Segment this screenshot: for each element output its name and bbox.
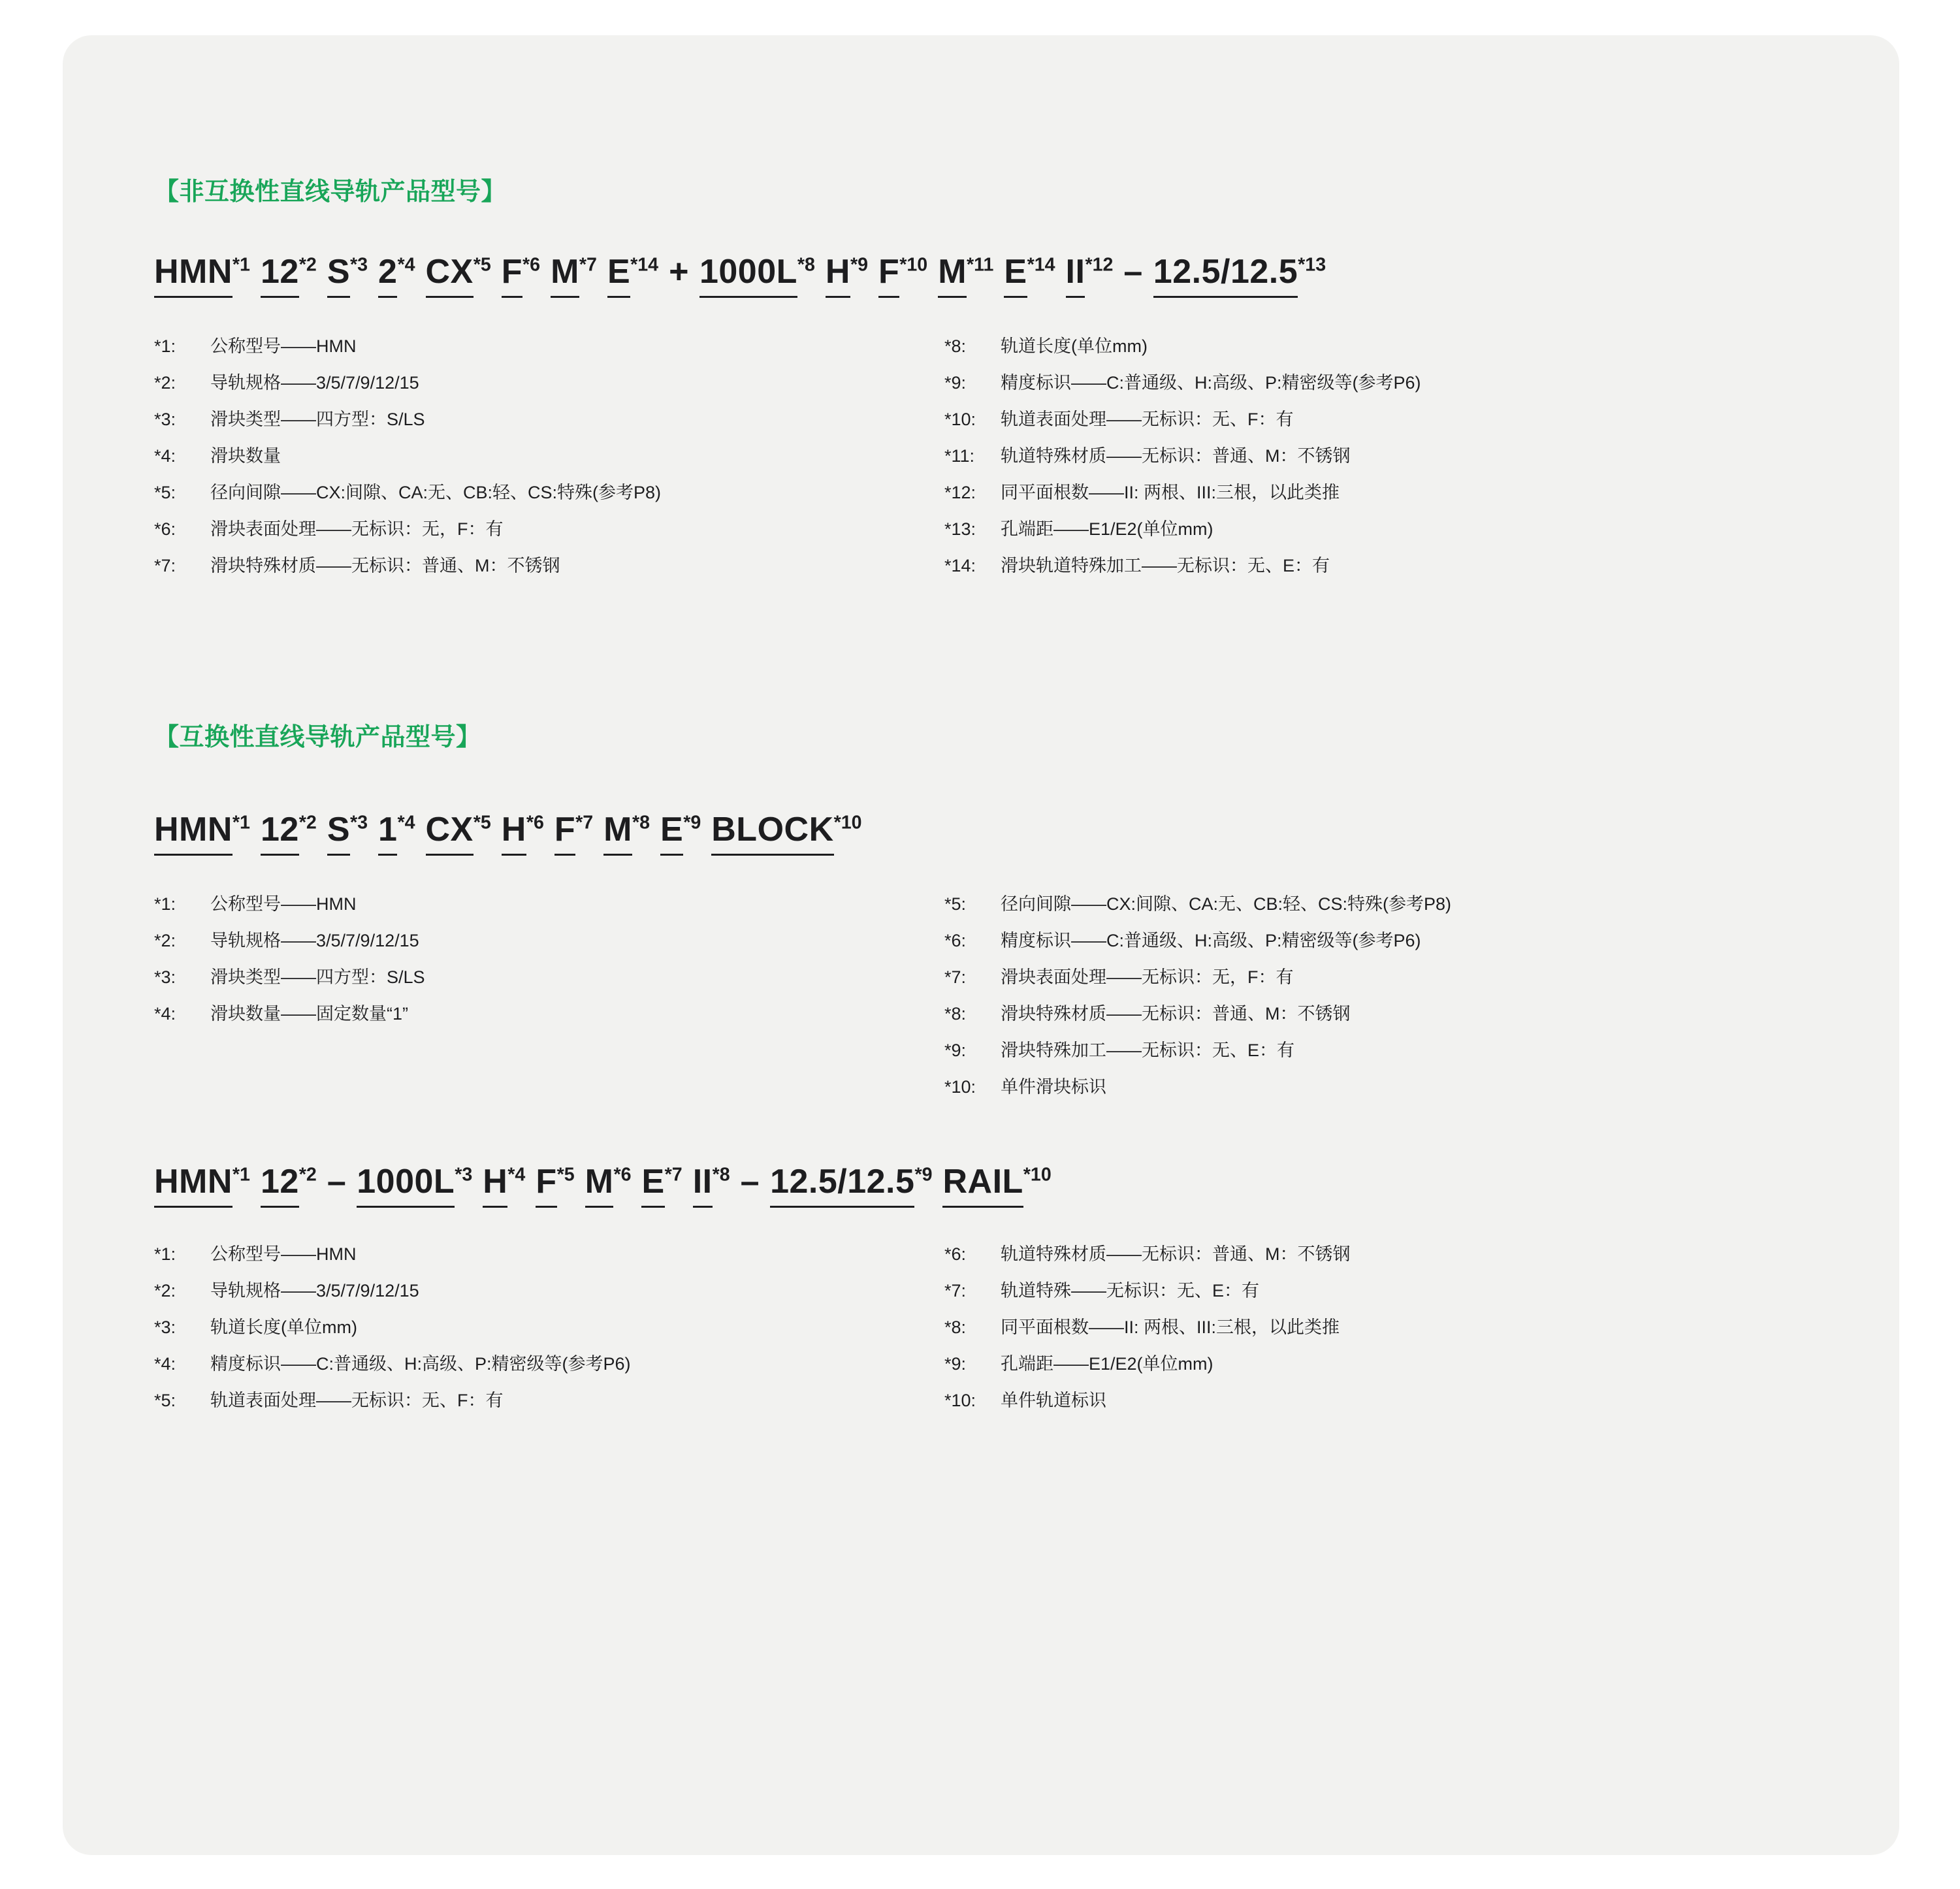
code-superscript: *6 (613, 1164, 632, 1186)
note-text: 导轨规格——3/5/7/9/12/15 (210, 1281, 419, 1301)
code-superscript: *11 (967, 254, 994, 276)
code-segment: 1 (378, 809, 397, 856)
code-segment: – (740, 1163, 760, 1201)
code-superscript: *7 (575, 812, 594, 833)
note-index: *14: (944, 555, 976, 575)
code-superscript: *2 (298, 1164, 317, 1186)
document-content (154, 35, 1860, 1429)
code-superscript: *14 (630, 254, 659, 276)
note-text: 滑块表面处理——无标识：无，F：有 (1001, 967, 1294, 988)
note-text: 径向间隙——CX:间隙、CA:无、CB:轻、CS:特殊(参考P8) (1001, 894, 1452, 914)
code-segment: – (327, 1163, 347, 1201)
note-text: 精度标识——C:普通级、H:高级、P:精密级等(参考P6) (210, 1354, 631, 1374)
code-gap (730, 1161, 741, 1203)
note-text: 滑块特殊材质——无标识：普通、M：不锈钢 (1001, 1004, 1351, 1024)
note-index: *10: (944, 409, 976, 429)
code-gap (491, 809, 502, 851)
code-segment: S (327, 809, 350, 856)
code-superscript: *4 (397, 254, 415, 276)
note-item (944, 1005, 1735, 1023)
note-index: *10: (944, 1077, 976, 1097)
code-segment: – (1123, 252, 1143, 291)
code-segment: M (603, 809, 632, 856)
code-segment: F (502, 251, 522, 298)
note-item (944, 969, 1735, 986)
notes-column-right (944, 1246, 1735, 1429)
note-item (154, 1246, 944, 1263)
code-superscript: *2 (298, 254, 317, 276)
note-item (944, 1282, 1735, 1300)
code-segment: CX (426, 809, 474, 856)
code-segment: CX (426, 251, 474, 298)
code-gap (815, 251, 826, 293)
note-text: 滑块表面处理——无标识：无，F：有 (210, 519, 504, 539)
code-superscript: *10 (1023, 1164, 1052, 1186)
code-gap (760, 1161, 770, 1203)
note-text: 轨道表面处理——无标识：无、F：有 (1001, 409, 1294, 429)
code-segment: BLOCK (711, 809, 833, 856)
code-segment: H (826, 251, 850, 298)
code-gap (932, 1161, 942, 1203)
code-segment: E (660, 809, 683, 856)
code-gap (415, 251, 426, 293)
code-superscript: *7 (579, 254, 597, 276)
code-superscript: *9 (850, 254, 869, 276)
code-gap (368, 251, 378, 293)
code-gap (472, 1161, 483, 1203)
note-text: 轨道表面处理——无标识：无、F：有 (210, 1391, 504, 1411)
note-text: 同平面根数——II: 两根、III:三根，以此类推 (1001, 1317, 1340, 1338)
code-superscript: *13 (1298, 254, 1326, 276)
note-index: *10: (944, 1391, 976, 1411)
note-index: *8: (944, 336, 967, 356)
note-index: *2: (154, 1281, 176, 1301)
note-item (154, 447, 944, 465)
notes-column-right (944, 338, 1735, 594)
note-text: 滑块特殊材质——无标识：普通、M：不锈钢 (210, 555, 560, 575)
note-index: *1: (154, 1244, 176, 1265)
note-index: *9: (944, 372, 967, 393)
code-segment: 1000L (699, 251, 797, 298)
note-item (154, 896, 944, 913)
note-index: *7: (154, 555, 176, 575)
note-text: 精度标识——C:普通级、H:高级、P:精密级等(参考P6) (1001, 931, 1421, 951)
code-gap (1113, 251, 1123, 293)
model-code-interchangeable-rail (154, 1161, 1860, 1208)
note-text: 轨道长度(单位mm) (210, 1317, 357, 1338)
note-index: *8: (944, 1317, 967, 1338)
code-segment: 12.5/12.5 (770, 1161, 914, 1208)
code-gap (317, 809, 327, 851)
note-item (944, 1392, 1735, 1410)
note-index: *12: (944, 482, 976, 502)
note-index: *7: (944, 1281, 967, 1301)
section-title-interchangeable: 【互换性直线导轨产品型号】 (154, 723, 481, 751)
code-segment: II (693, 1161, 713, 1208)
code-gap (993, 251, 1004, 293)
note-item (944, 1078, 1735, 1096)
code-gap (631, 1161, 641, 1203)
note-index: *5: (944, 894, 967, 914)
code-segment: RAIL (942, 1161, 1023, 1208)
note-text: 轨道特殊——无标识：无、E：有 (1001, 1281, 1260, 1301)
note-index: *5: (154, 482, 176, 502)
note-text: 滑块类型——四方型：S/LS (210, 409, 425, 429)
note-text: 滑块轨道特殊加工——无标识：无、E：有 (1001, 555, 1330, 575)
note-item (944, 521, 1735, 538)
note-text: 同平面根数——II: 两根、III:三根，以此类推 (1001, 482, 1340, 502)
code-superscript: *9 (914, 1164, 933, 1186)
code-segment: HMN (154, 251, 233, 298)
note-item (944, 1355, 1735, 1373)
code-gap (317, 1161, 327, 1203)
code-gap (540, 251, 551, 293)
code-gap (701, 809, 711, 851)
note-index: *2: (154, 372, 176, 393)
note-index: *1: (154, 336, 176, 356)
code-segment: M (938, 251, 967, 298)
note-text: 轨道特殊材质——无标识：普通、M：不锈钢 (1001, 445, 1351, 466)
code-segment: 2 (378, 251, 397, 298)
note-index: *1: (154, 894, 176, 914)
code-segment: E (607, 251, 630, 298)
code-superscript: *5 (556, 1164, 575, 1186)
note-item (944, 374, 1735, 392)
code-segment: M (551, 251, 579, 298)
notes-non-interchangeable (154, 338, 1735, 594)
code-gap (650, 809, 660, 851)
code-gap (927, 251, 938, 293)
note-text: 径向间隙——CX:间隙、CA:无、CB:轻、CS:特殊(参考P8) (210, 482, 662, 502)
note-item (154, 374, 944, 392)
note-item (154, 411, 944, 428)
note-index: *6: (154, 519, 176, 539)
note-text: 滑块类型——四方型：S/LS (210, 967, 425, 988)
note-item (944, 1042, 1735, 1059)
code-superscript: *5 (473, 254, 491, 276)
code-gap (1055, 251, 1066, 293)
code-segment: F (536, 1161, 556, 1208)
note-text: 导轨规格——3/5/7/9/12/15 (210, 931, 419, 951)
note-text: 轨道特殊材质——无标识：普通、M：不锈钢 (1001, 1244, 1351, 1265)
note-item (154, 932, 944, 950)
code-gap (1143, 251, 1153, 293)
code-segment: II (1066, 251, 1085, 298)
note-text: 公称型号——HMN (210, 336, 357, 356)
notes-column-right (944, 896, 1735, 1115)
code-superscript: *8 (797, 254, 815, 276)
section-interchangeable-block (154, 594, 1860, 1116)
note-index: *3: (154, 1317, 176, 1338)
code-superscript: *1 (232, 254, 250, 276)
code-segment: E (641, 1161, 664, 1208)
note-item (944, 1319, 1735, 1336)
note-index: *13: (944, 519, 976, 539)
code-gap (250, 809, 261, 851)
code-superscript: *14 (1027, 254, 1055, 276)
code-superscript: *1 (232, 1164, 250, 1186)
note-text: 单件轨道标识 (1001, 1391, 1106, 1411)
section-interchangeable-rail (154, 1115, 1860, 1429)
note-item (944, 1246, 1735, 1263)
note-index: *9: (944, 1041, 967, 1061)
code-segment: M (585, 1161, 614, 1208)
code-gap (593, 809, 603, 851)
note-index: *6: (944, 1244, 967, 1265)
note-text: 公称型号——HMN (210, 894, 357, 914)
code-gap (597, 251, 607, 293)
model-code-non-interchangeable (154, 251, 1860, 298)
note-index: *6: (944, 931, 967, 951)
notes-column-left (154, 1246, 944, 1429)
note-index: *11: (944, 445, 975, 466)
note-item (944, 557, 1735, 575)
note-text: 滑块数量 (210, 445, 281, 466)
note-item (154, 1319, 944, 1336)
code-gap (683, 1161, 693, 1203)
note-item (154, 338, 944, 355)
note-text: 滑块数量——固定数量“1” (210, 1004, 408, 1024)
code-superscript: *10 (899, 254, 928, 276)
note-item (154, 1005, 944, 1023)
note-text: 单件滑块标识 (1001, 1077, 1106, 1097)
code-segment: F (554, 809, 575, 856)
note-item (154, 557, 944, 575)
code-superscript: *2 (298, 812, 317, 833)
section-non-interchangeable (154, 35, 1860, 594)
note-index: *9: (944, 1354, 967, 1374)
note-text: 孔端距——E1/E2(单位mm) (1001, 519, 1213, 539)
code-gap (544, 809, 554, 851)
code-segment: 1000L (357, 1161, 455, 1208)
code-superscript: *1 (232, 812, 250, 833)
code-superscript: *4 (507, 1164, 526, 1186)
code-segment: F (878, 251, 899, 298)
code-segment: 12 (261, 1161, 299, 1208)
code-segment: S (327, 251, 350, 298)
code-superscript: *8 (632, 812, 651, 833)
code-superscript: *12 (1085, 254, 1114, 276)
note-item (944, 447, 1735, 465)
note-text: 导轨规格——3/5/7/9/12/15 (210, 372, 419, 393)
note-item (154, 1282, 944, 1300)
note-item (154, 969, 944, 986)
code-gap (368, 809, 378, 851)
notes-interchangeable-block (154, 896, 1735, 1115)
code-superscript: *6 (526, 812, 544, 833)
code-superscript: *4 (397, 812, 415, 833)
code-segment: H (483, 1161, 507, 1208)
code-gap (868, 251, 878, 293)
note-text: 公称型号——HMN (210, 1244, 357, 1265)
code-superscript: *3 (350, 254, 368, 276)
code-segment: H (502, 809, 526, 856)
code-superscript: *5 (473, 812, 491, 833)
notes-column-left (154, 896, 944, 1115)
code-segment: E (1004, 251, 1027, 298)
note-item (944, 932, 1735, 950)
note-item (944, 411, 1735, 428)
note-item (154, 1392, 944, 1410)
code-superscript: *3 (350, 812, 368, 833)
note-index: *4: (154, 1354, 176, 1374)
code-segment: 12 (261, 251, 299, 298)
code-gap (317, 251, 327, 293)
code-segment: + (669, 252, 689, 291)
note-index: *4: (154, 1004, 176, 1024)
code-superscript: *9 (683, 812, 701, 833)
code-segment: 12.5/12.5 (1153, 251, 1298, 298)
note-item (154, 521, 944, 538)
note-text: 滑块特殊加工——无标识：无、E：有 (1001, 1041, 1295, 1061)
note-text: 轨道长度(单位mm) (1001, 336, 1148, 356)
note-item (944, 484, 1735, 502)
code-superscript: *6 (522, 254, 541, 276)
code-gap (525, 1161, 536, 1203)
code-gap (575, 1161, 585, 1203)
note-index: *7: (944, 967, 967, 988)
notes-interchangeable-rail (154, 1246, 1735, 1429)
code-gap (491, 251, 502, 293)
note-text: 精度标识——C:普通级、H:高级、P:精密级等(参考P6) (1001, 372, 1421, 393)
note-index: *8: (944, 1004, 967, 1024)
code-segment: 12 (261, 809, 299, 856)
note-item (944, 338, 1735, 355)
code-superscript: *3 (455, 1164, 473, 1186)
code-gap (415, 809, 426, 851)
code-gap (658, 251, 669, 293)
code-gap (250, 1161, 261, 1203)
code-gap (346, 1161, 357, 1203)
section-title-non-interchangeable: 【非互换性直线导轨产品型号】 (154, 178, 507, 206)
note-item (154, 484, 944, 502)
code-segment: HMN (154, 809, 233, 856)
note-item (154, 1355, 944, 1373)
note-text: 孔端距——E1/E2(单位mm) (1001, 1354, 1213, 1374)
note-index: *2: (154, 931, 176, 951)
code-gap (689, 251, 699, 293)
code-superscript: *10 (833, 812, 862, 833)
notes-column-left (154, 338, 944, 594)
code-gap (250, 251, 261, 293)
note-index: *5: (154, 1391, 176, 1411)
model-code-interchangeable-block (154, 809, 1860, 856)
code-superscript: *7 (664, 1164, 683, 1186)
note-index: *3: (154, 409, 176, 429)
document-panel (63, 35, 1899, 1855)
note-index: *3: (154, 967, 176, 988)
note-item (944, 896, 1735, 913)
note-index: *4: (154, 445, 176, 466)
code-superscript: *8 (712, 1164, 730, 1186)
code-segment: HMN (154, 1161, 233, 1208)
